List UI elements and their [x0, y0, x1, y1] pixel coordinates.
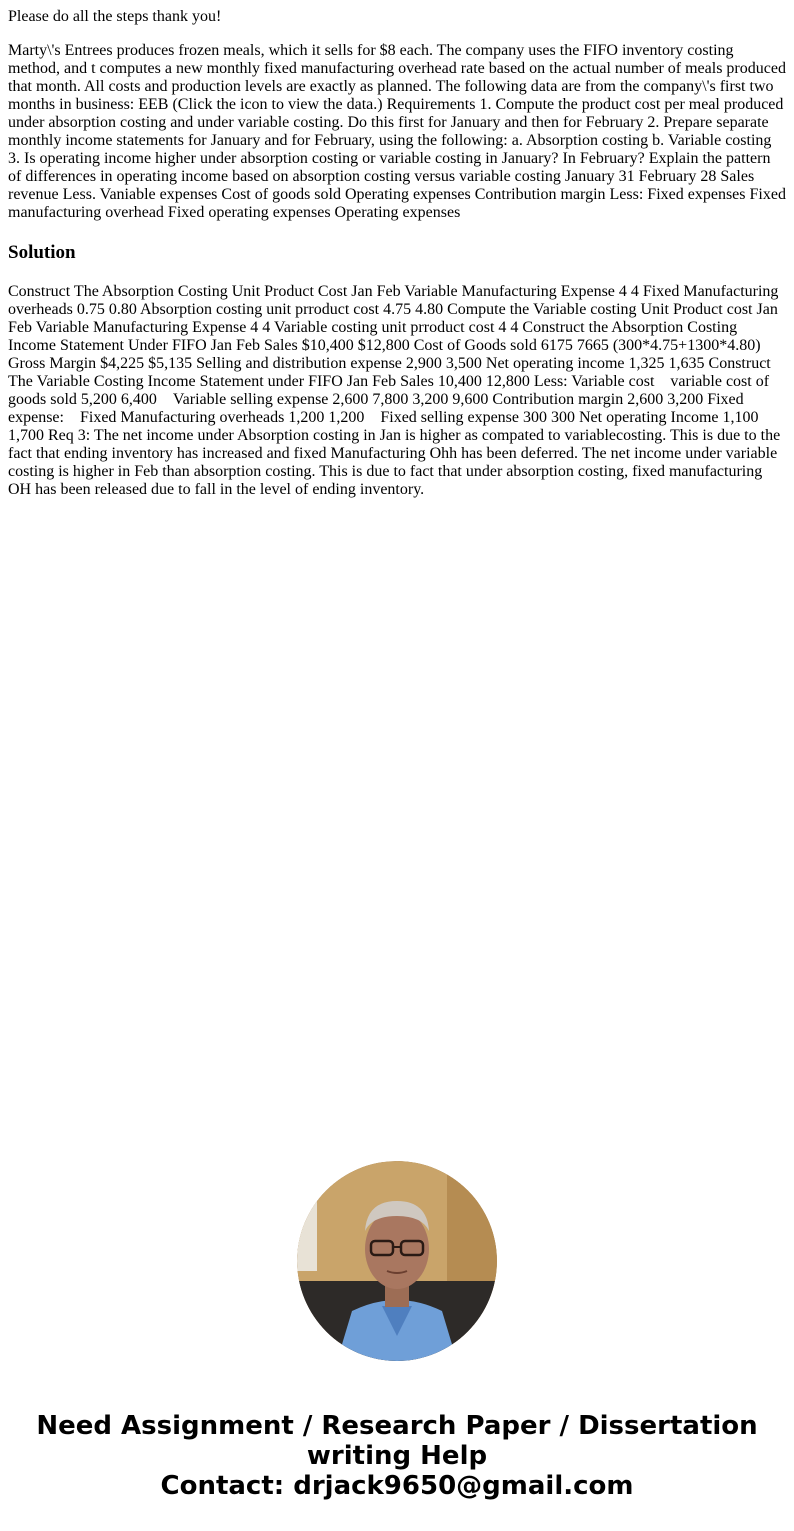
intro-text: Please do all the steps thank you! — [8, 8, 222, 25]
question-text: Marty\'s Entrees produces frozen meals, which it sells for $8 each. The company uses the FIFO inventory costing method, and t computes a new monthly fixed manufacturing overhead rate based on the actual number of meals produced that month. All costs and production levels are exactly as planned. The following data are from the company\'s first two months in business: EEB (Click the icon to view the data.) Requirements 1. Compute the product cost per meal produced under absorption costing and under variable costing. Do this first for January and then for February 2. Prepare separate monthly income statements for January and for February, using the following: a. Absorption costing b. Variable costing 3. Is operating income higher under absorption costing or variable costing in January? In February? Explain the pattern of differences in operating income based on absorption costing versus variable costing January 31 February 28 Sales revenue Less. Vaniable expenses Cost of goods sold Operating expenses Contribution margin Less: Fixed expenses Fixed manufacturing overhead Fixed operating expenses Operating expenses — [8, 42, 786, 221]
author-avatar — [297, 1161, 497, 1361]
promo-text — [0, 1411, 794, 1501]
promo-contact: Contact: drjack9650@gmail.com — [160, 1471, 634, 1501]
promo-line-2: writing Help — [306, 1441, 488, 1471]
solution-text: Construct The Absorption Costing Unit Product Cost Jan Feb Variable Manufacturing Expense 4 4 Fixed Manufacturing overheads 0.75 0.80 Absorption costing unit prroduct cost 4.75 4.80 Compute the Variable costing Unit Product cost Jan Feb Variable Manufacturing Expense 4 4 Variable costing unit prroduct cost 4 4 Construct the Absorption Costing Income Statement Under FIFO Jan Feb Sales $10,400 $12,800 Cost of Goods sold 6175 7665 (300*4.75+1300*4.80) Gross Margin $4,225 $5,135 Selling and distribution expense 2,900 3,500 Net operating income 1,325 1,635 Construct The Variable Costing Income Statement under FIFO Jan Feb Sales 10,400 12,800 Less: Variable cost variable cost of goods sold 5,200 6,400 Variable selling expense 2,600 7,800 3,200 9,600 Contribution margin 2,600 3,200 Fixed expense: Fixed Manufacturing overheads 1,200 1,200 Fixed selling expense 300 300 Net operating Income 1,100 1,700 Req 3: The net income under Absorption costing in Jan is higher as compated to variablecosting. This is due to the fact that ending inventory has increased and fixed Manufacturing Ohh has been deferred. The net income under variable costing is higher in Feb than absorption costing. This is due to fact that under absorption costing, fixed manufacturing OH has been released due to fall in the level of ending inventory. — [8, 283, 781, 498]
page-content — [0, 8, 794, 499]
solution-heading: Solution — [8, 242, 76, 263]
promo-line-1: Need Assignment / Research Paper / Dissertation — [36, 1411, 758, 1441]
footer — [0, 1161, 794, 1501]
